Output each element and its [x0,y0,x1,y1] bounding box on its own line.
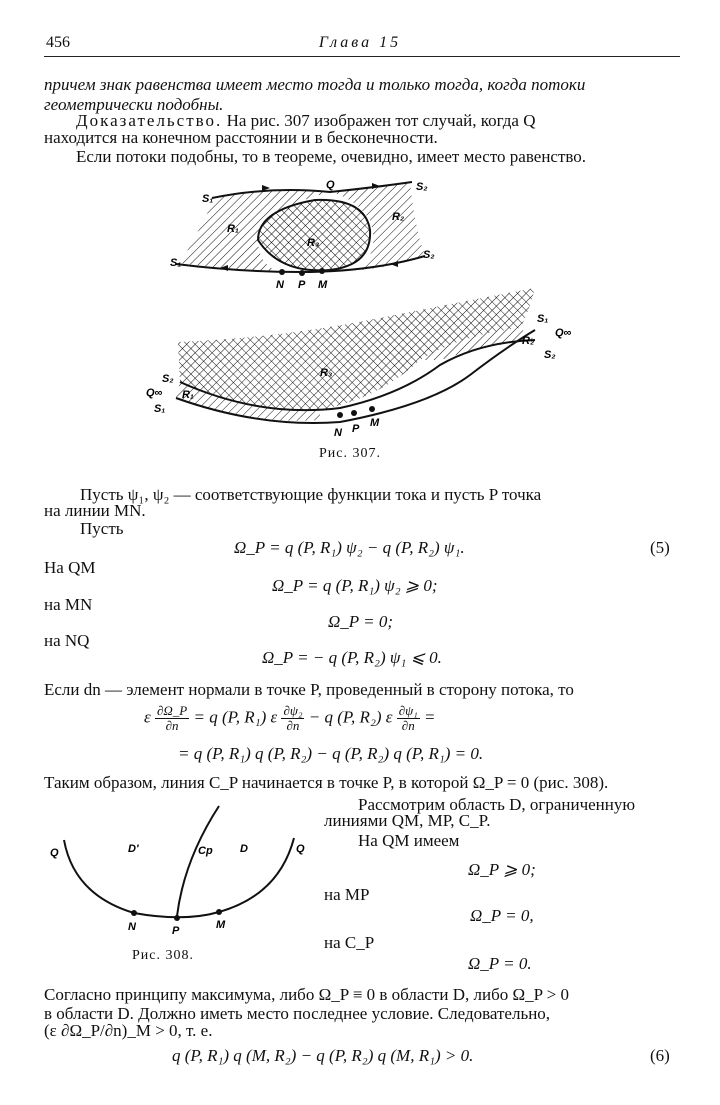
fig307-bottom-region-r3 [178,288,535,411]
intro-line-1: причем знак равенства имеет место тогда и только тогда, когда потоки [44,75,586,94]
intro-line-2: геометрически подобны. [44,95,224,114]
fig307-bottom-label-p: P [352,423,360,435]
page-number: 456 [46,34,70,51]
fig307-bottom-label-r2: R₂ [522,335,535,347]
fig307-top-label-n: N [276,279,284,291]
fig308-label-p: P [172,925,180,937]
final-line-3: (ε ∂Ω_P/∂n)_M > 0, т. е. [44,1021,213,1040]
body-dn-line: Если dn — элемент нормали в точке P, проведенный в сторону потока, то [44,680,574,699]
fig308-label-q-right: Q [296,843,305,855]
fig307-bottom-label-s1: S₁ [537,313,549,325]
label-on-mn: на MN [44,595,93,614]
equation-6: q (P, R₁) q (M, R₂) − q (P, R₂) q (M, R₁) > 0. [172,1046,474,1065]
fig307-caption: Рис. 307. [319,446,381,461]
fig308-label-n: N [128,921,136,933]
fig307-top-label-r3: R₃ [307,237,320,249]
proof-text-1: На рис. 307 изображен тот случай, когда Q [226,111,536,130]
inequality-3: Ω_P = 0. [468,954,532,973]
equation-nq: Ω_P = − q (P, R₂) ψ₁ ⩽ 0. [262,648,442,667]
fig308-label-m: M [216,919,226,931]
derivative-line-1 [144,704,435,733]
fig307-bottom-label-qinf-l: Q∞ [146,387,163,399]
label-on-cp: на C_P [324,933,375,952]
deriv-frac-3-num: ∂ψ₁ [398,703,418,718]
deriv-term-1: = q (P, R₁) ε [193,707,278,727]
fig307-bottom-label-qinf-r: Q∞ [555,327,572,339]
fig307-top-label-s2b: S₂ [423,249,435,261]
fig307-top-label-p: P [298,279,306,291]
inequality-2: Ω_P = 0, [470,906,534,925]
body-thus-line: Таким образом, линия C_P начинается в точке P, в которой Ω_P = 0 (рис. 308). [44,773,609,792]
fig308-point-p [174,915,180,921]
equation-6-number: (6) [650,1046,670,1065]
body-p1-line-2: на линии MN. [44,501,146,520]
equation-mn: Ω_P = 0; [328,612,394,631]
proof-line-3: Если потоки подобны, то в теореме, очевидно, имеет место равенство. [76,147,587,166]
fig308-label-cp: Cp [198,845,213,857]
fig307-bottom-label-n: N [334,427,342,439]
proof-line-2: находится на конечном расстоянии и в бесконечности. [44,128,438,147]
fig307-top-label-s1a: S₁ [202,193,214,205]
final-line-1: Согласно принципу максимума, либо Ω_P ≡ 0 в области D, либо Ω_P > 0 [44,985,570,1004]
equation-5-number: (5) [650,538,670,557]
equation-5: Ω_P = q (P, R₁) ψ₂ − q (P, R₂) ψ₁. [234,538,465,557]
on-qm-we-have: На QM имеем [358,831,460,850]
fig307-top-label-r1: R₁ [227,223,239,235]
fig307-top-point-n [279,269,285,275]
deriv-frac-3 [397,704,420,733]
fig307-bottom-label-s2l: S₂ [162,373,174,385]
fig308-curve-cp [177,806,219,916]
deriv-frac-2 [281,704,304,733]
fig307-bottom-point-m [369,406,375,412]
label-on-nq: на NQ [44,631,90,650]
deriv-eq-sign: = [424,707,436,727]
fig307-bottom-label-r3: R₃ [320,367,333,379]
fig308-label-q-left: Q [50,847,59,859]
fig308-point-m [216,909,222,915]
figure-308 [44,800,324,940]
fig307-bottom-point-p [351,410,357,416]
fig307-top-label-q: Q [326,179,335,191]
deriv-frac-1 [155,704,189,733]
body-p1-line-1: Пусть ψ₁, ψ₂ — соответствующие функции тока и пусть P точка [80,485,542,504]
final-line-2: в области D. Должно иметь место последнее условие. Следовательно, [44,1004,551,1023]
deriv-frac-3-den: ∂n [401,718,415,733]
fig307-top-label-s2a: S₂ [416,181,428,193]
fig307-top-label-m: M [318,279,328,291]
inequality-1: Ω_P ⩾ 0; [468,860,536,879]
fig307-top-label-s1b: S₁ [170,257,182,269]
figure-307 [140,170,580,450]
consider-line-2: линиями QM, MP, C_P. [324,811,491,830]
chapter-title: Глава 15 [318,34,402,51]
header-rule [44,56,680,57]
fig308-point-n [131,910,137,916]
deriv-eps-1: ε [144,707,151,727]
fig307-top-label-r2: R₂ [392,211,405,223]
fig307-top [170,179,435,291]
body-p2: Пусть [80,519,124,538]
fig307-bottom-label-m: M [370,417,380,429]
consider-line-1: Рассмотрим область D, ограниченную [358,795,636,814]
deriv-frac-2-den: ∂n [286,718,300,733]
derivative-line-2: = q (P, R₁) q (P, R₂) − q (P, R₂) q (P, R₁) = 0. [178,744,484,763]
fig307-top-point-p [299,270,305,276]
label-on-mp: на MP [324,885,370,904]
fig308-label-d-prime: D' [128,843,139,855]
fig308-caption: Рис. 308. [132,948,194,963]
deriv-term-2: − q (P, R₂) ε [308,707,393,727]
fig307-bottom-label-s2: S₂ [544,349,556,361]
fig307-bottom-label-s1l: S₁ [154,403,166,415]
deriv-frac-1-num: ∂Ω_P [156,703,188,718]
fig307-bottom-label-r1: R₁ [182,389,194,401]
deriv-frac-2-num: ∂ψ₂ [283,703,303,718]
label-on-qm: На QM [44,558,96,577]
proof-word: Доказательство. [76,111,223,130]
fig307-bottom-point-n [337,412,343,418]
fig307-top-point-m [319,268,325,274]
deriv-frac-1-den: ∂n [165,718,179,733]
fig307-bottom [146,288,572,439]
fig308-label-d: D [240,843,248,855]
equation-qm: Ω_P = q (P, R₁) ψ₂ ⩾ 0; [272,576,438,595]
